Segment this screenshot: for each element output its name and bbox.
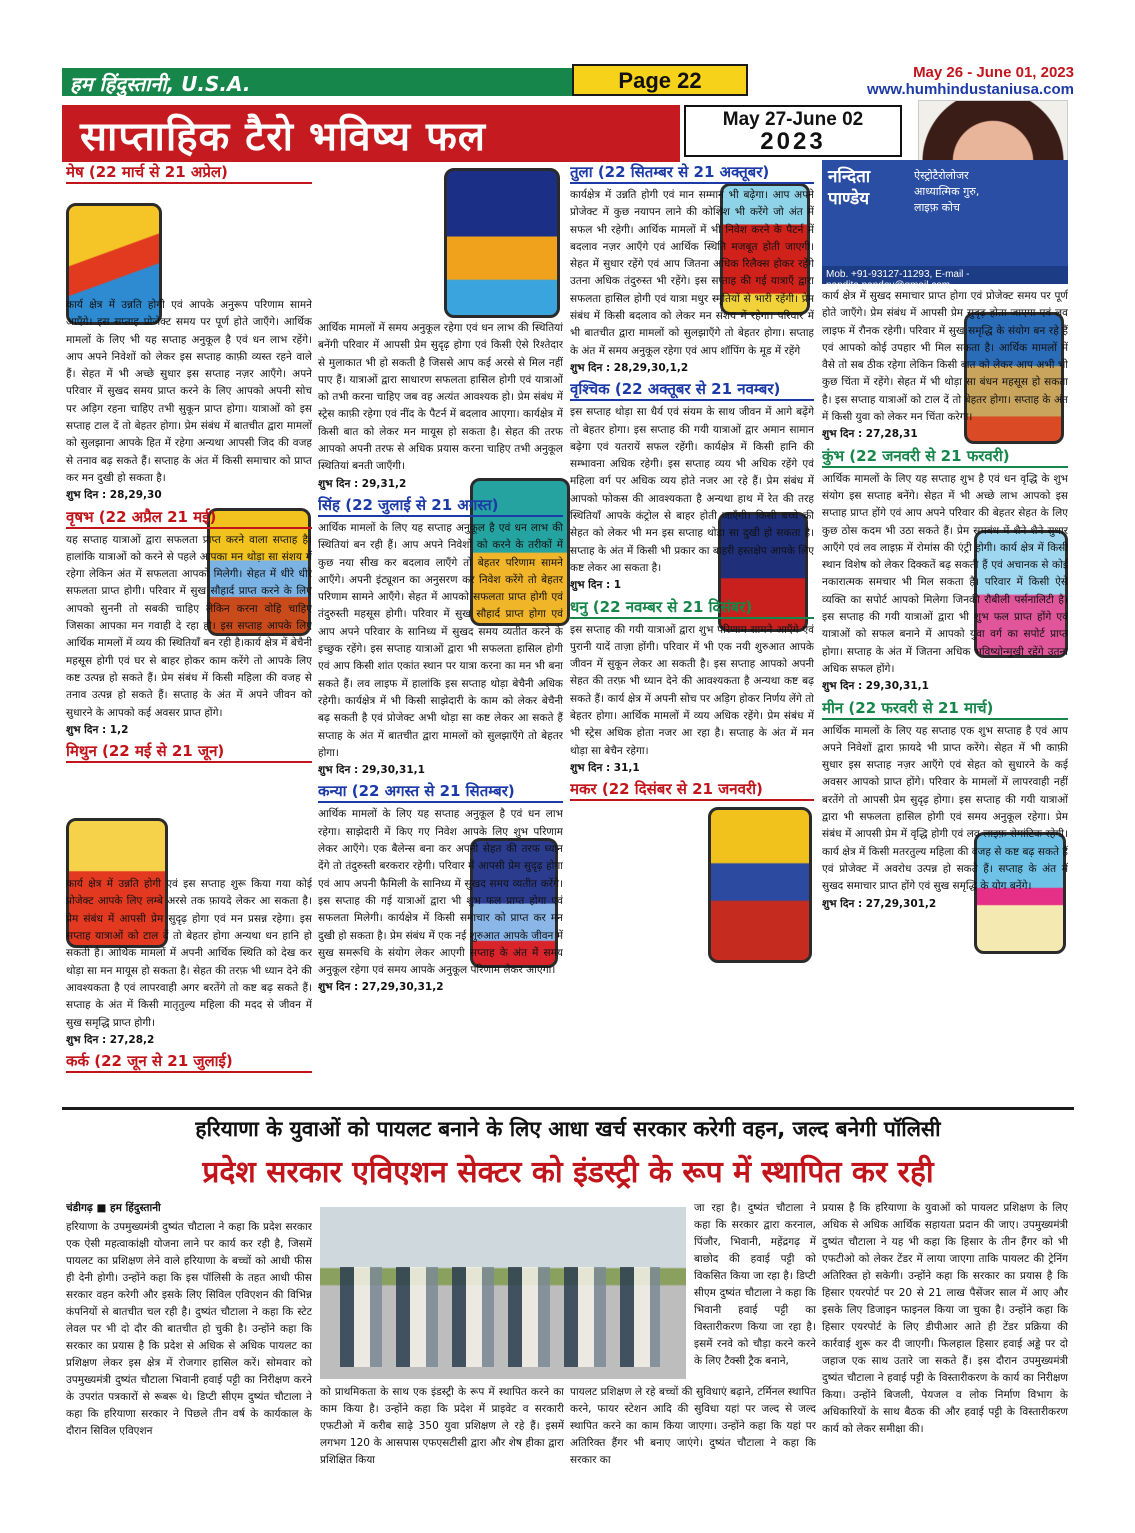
- shubh-din-kumbh: शुभ दिन : 29,30,31,1: [822, 680, 929, 693]
- shubh-din-vrishabh: शुभ दिन : 1,2: [66, 723, 129, 736]
- news-text-col4: प्रयास है कि हरियाणा के युवाओं को पायलट प्रशिक्षण के लिए अधिक से अधिक आर्थिक सहायता प्रदान की जाए। उपमुख्यमंत्री दुष्यंत चौटाला ने यह भी कहा कि हिसार के तीन हैंगर को भी एफटीओ को लेकर टेंडर में लाया जाएगा ताकि पायलट की ट्रेनिंग अतिरिक्त हो सकेगी। उन्होंने कहा कि सरकार का प्रयास है कि हिसार एयरपोर्ट पर 20 से 21 लाख पैसेंजर साल में आए और इसके लिए डिजाइन फाइनल किया जा चुका है। उन्होंने कहा कि हिसार एयरपोर्ट के लिए डीपीआर आते ही टेंडर प्रक्रिया की कार्रवाई शुरू कर दी जाएगी। फिलहाल हिसार हवाई अड्डे पर दो जहाज एक साथ उतारे जा सकते हैं। इस दौरान उपमुख्यमंत्री दुष्यंत चौटाला ने हवाई पट्टी के विस्तारीकरण के कार्य का निरीक्षण किया। उन्होंने बिजली, पेयजल व लोक निर्माण विभाग के अधिकारियों के साथ बैठक की और हवाई पट्टी के विस्तारीकरण कार्य को लेकर समीक्षा की।: [822, 1202, 1068, 1435]
- issue-dates: May 26 - June 01, 2023: [913, 64, 1074, 81]
- sign-text-kumbh: आर्थिक मामलों के लिए यह सप्ताह शुभ है एवं धन वृद्धि के शुभ संयोग इस सप्ताह बनेंगे। सेहत में भी अच्छे लाभ आपको इस सप्ताह प्राप्त होंगे एवं आप अपने परिवार की बेहतर सेहत के लिए कुछ ठोस कदम भी उठा सकते हैं। प्रेम समबंध में शैने शैने सुधार आएँगे एवं लव लाइफ़ में रोमांस की एंट्री होगी। कार्य क्षेत्र में किसी स्थान विशेष को लेकर दिक्कतें बढ़ सकती हैं एवं अचानक से कोई नकारात्मक समचार भी मिल सकता है। परिवार में किसी ऐसे व्यक्ति का सपोर्ट आपको मिलेगा जिनकी रौबीली पर्सनालिटी है। इस सप्ताह की गयी यात्राओं द्वारा भी शुभ फल प्राप्त होंगे एवं यात्राओं को सफल बनाने में आपको युवा वर्ग का सपोर्ट प्राप्त होगा। सप्ताह के अंत में जितना अधिक भविष्योन्मुखी रहेंगे उतना अधिक सफल होंगे।: [822, 472, 1068, 675]
- sign-title-kanya: कन्या (22 अगस्त से 21 सितम्बर): [318, 781, 563, 803]
- sign-title-dhanu: धनु (22 नवम्बर से 21 दिसंबर): [570, 597, 814, 619]
- sign-title-kumbh: कुंभ (22 जनवरी से 21 फरवरी): [822, 446, 1068, 468]
- sign-title-meen: मीन (22 फरवरी से 21 मार्च): [822, 698, 1068, 720]
- tarot-year: 2023: [760, 128, 826, 155]
- sign-title-tula: तुला (22 सितम्बर से 21 अक्तूबर): [570, 162, 814, 184]
- news-text-col1: हरियाणा के उपमुख्यमंत्री दुष्यंत चौटाला ने कहा कि प्रदेश सरकार एक ऐसी महत्वाकांक्षी योजना लाने पर कार्य कर रही है, जिसमें पायलट का प्रशिक्षण लेने वाले हरियाणा के बच्चों को आधी फीस ही देनी होगी। उन्होंने कहा कि इस पॉलिसी के तहत आधी फीस सरकार वहन करेगी और इसके लिए सिविल एविएशन की विभिन्न कंपनियों से बातचीत चल रही है। दुष्यंत चौटाला ने कहा कि स्टेट लेवल पर भी दो दौर की बातचीत हो चुकी है। उन्होंने कहा कि सरकार का प्रयास है कि प्रदेश से अधिक से अधिक पायलट का प्रशिक्षण लेकर इस क्षेत्र में रोजगार हासिल करें। सोमवार को उपमुख्यमंत्री दुष्यंत चौटाला भिवानी हवाई पट्टी का निरीक्षण करने के उपरांत पत्रकारों से रूबरू थे। डिप्टी सीएम दुष्यंत चौटाला ने कहा कि हरियाणा सरकार ने पिछले तीन वर्ष के कार्यकाल के दौरान सिविल एविएशन: [66, 1221, 312, 1437]
- author-name-line1: नन्दिता: [828, 167, 871, 187]
- author-role-line3: लाइफ़ कोच: [914, 201, 960, 214]
- shubh-din-mesh: शुभ दिन : 28,29,30: [66, 489, 162, 502]
- author-name: [828, 166, 870, 210]
- sign-text-makar: कार्य क्षेत्र में सुखद समाचार प्राप्त होगा एवं प्रोजेक्ट समय पर पूर्ण होते जाएँगे। प्रेम संबंध में आपसी प्रेम सुदृढ़ होता जाएगा एवं लव लाइफ में रौनक रहेगी। परिवार में सुख समृद्धि के संयोग बन रहे हैं एवं आपको कोई उपहार भी मिल सकता है। आर्थिक मामलों में वैसे तो सब ठीक रहेगा लेकिन किसी बात को लेकर आप अभी भी कुछ चिंता में रहेंगे। सेहत में भी थोड़ा सा बंधन महसूस हो सकता है। इस सप्ताह यात्राओं को टाल दें तो बेहतर होगा। सप्ताह के अंत में किसी युवा को लेकर मन चिंता करेगा।: [822, 290, 1068, 424]
- sign-title-mithun: मिथुन (22 मई से 21 जून): [66, 741, 312, 763]
- news-photo: [320, 1207, 686, 1379]
- paper-name: हम हिंदुस्तानी, U.S.A.: [62, 68, 572, 96]
- sign-title-makar: मकर (22 दिसंबर से 21 जनवरी): [570, 779, 814, 801]
- website-link[interactable]: www.humhindustaniusa.com: [867, 81, 1074, 98]
- news-text-col2: को प्राथमिकता के साथ एक इंडस्ट्री के रूप में स्थापित करने का काम किया है। उन्होंने कहा कि प्रदेश में प्राइवेट व सरकारी एफटीओ में करीब साढ़े 350 युवा प्रशिक्षण ले रहे हैं। इसमें लगभग 120 के आसपास एफएसटीसी द्वारा और शेष हीका द्वारा प्रशिक्षित किया: [320, 1386, 564, 1466]
- shubh-din-dhanu: शुभ दिन : 31,1: [570, 761, 640, 774]
- news-column-1: [66, 1200, 312, 1490]
- sign-text-singh: आर्थिक मामलों के लिए यह सप्ताह अनुकूल है एवं धन लाभ की स्थितियां बन रही हैं। आप अपने निवेशों को करने के तरीकों में कुछ नया सीख कर बदलाव लाएँगे तो बेहतर परिणाम सामने आएँगे। अपनी इंट्यूशन का अनुसरण कर निवेश करेंगे तो बेहतर परिणाम सामने आएँगे। सेहत में आपको सफलता प्राप्त होगी एवं तंदुरुस्ती महसूस होगी। परिवार में सुख सौहार्द प्राप्त होगा एवं आप अपने परिवार के सानिध्य में सुखद समय व्यतीत करने के इच्छुक रहेंगे। इस सप्ताह यात्राओं द्वारा भी सफलता हासिल होगी एवं आप किसी शांत एकांत स्थान पर यात्रा करना का मन भी बना सकते हैं। लव लाइफ में हालांकि इस सप्ताह थोड़ा बेचैनी अधिक रहेगी। कार्यक्षेत्र में भी किसी साझेदारी के काम को लेकर बेचैनी बढ़ सकती है एवं प्रोजेक्ट अभी थोड़ा सा कष्ट लेकर आ सकते हैं सप्ताह के अंत में बातचीत द्वारा मामलों को सुलझाएँगे तो बेहतर होगा।: [318, 521, 563, 759]
- news-headline: हरियाणा के युवाओं को पायलट बनाने के लिए आधा खर्च सरकार करेगी वहन, जल्द बनेगी पॉलिसी: [195, 1117, 941, 1141]
- news-subheadline: प्रदेश सरकार एविएशन सेक्टर को इंडस्ट्री के रूप में स्थापित कर रही: [202, 1155, 934, 1190]
- issue-info: [867, 64, 1074, 98]
- news-photo-people: [340, 1267, 660, 1367]
- news-column-3b: [570, 1384, 816, 1484]
- shubh-din-tula: शुभ दिन : 28,29,30,1,2: [570, 361, 689, 374]
- tarot-title: साप्ताहिक टैरो भविष्य फल: [62, 105, 680, 162]
- sign-title-mesh: मेष (22 मार्च से 21 अप्रेल): [66, 162, 312, 184]
- author-contact: Mob. +91-93127-11293, E-mail - nandita.pandey@gmail.com: [822, 266, 1068, 284]
- sign-title-kark: कर्क (22 जून से 21 जुलाई): [66, 1051, 312, 1073]
- shubh-din-mithun: शुभ दिन : 27,28,2: [66, 1033, 155, 1046]
- sign-text-kanya: आर्थिक मामलों के लिए यह सप्ताह अनुकूल है एवं धन लाभ रहेगा। साझेदारी में किए गए निवेश आपके लिए शुभ परिणाम लेकर आएँगे। एक बैलेन्स बना कर अपनी सेहत की तरफ ध्यान देंगे तो तंदुरुस्ती बरकरार रहेगी। परिवार में आपसी प्रेम सुदृढ़ होगा एवं आप अपनी फैमिली के सानिध्य में सुखद समय व्यतीत करेंगे। इस सप्ताह की गई यात्राओं द्वारा भी शुभ फल प्राप्त होगा एवं सफलता मिलेगी। कार्यक्षेत्र में किसी समाचार को प्राप्त कर मन दुखी हो सकता है। प्रेम संबंध में एक नई शुरुआत आपके जीवन में सुख समरूधि के संयोग लेकर आएगी सप्ताह के अंत में समय अनुकूल रहेगा एवं समय आपके अनुकूल परिणाम लेकर आएगा।: [318, 808, 563, 977]
- news-text-col3b: पायलट प्रशिक्षण ले रहे बच्चों की सुविधाएं बढ़ाने, टर्मिनल स्थापित करने, फायर स्टेशन आदि की सुविधा यहां पर जल्द से जल्द स्थापित करने का काम किया जाएगा। उन्होंने कहा कि यहां पर अतिरिक्त हैंगर भी बनाए जाएंगे। दुष्यंत चौटाला ने कहा कि सरकार का: [570, 1386, 816, 1466]
- sign-text-meen: आर्थिक मामलों के लिए यह सप्ताह एक शुभ सप्ताह है एवं आप अपने निवेशों द्वारा फ़ायदे भी प्राप्त करेंगे। सेहत में भी काफ़ी सुधार इस सप्ताह नज़र आएँगे एवं सेहत को सुधारने के कई अवसर आपको प्राप्त होंगे। परिवार के मामलों में लापरवाही नहीं बरतेंगे तो आपसी प्रेम सुदृढ़ होगा। इस सप्ताह की गयी यात्राओं द्वारा भी सफलता हासिल होगी एवं समय अनुकूल रहेगा। प्रेम संबंध में आपसी प्रेम में वृद्धि होगी एवं लव लाइफ़ रोमांटिक रहेगी। कार्य क्षेत्र में किसी मतरतुल्य महिला की वजह से कष्ट बढ़ सकते हैं एवं प्रोजेक्ट में अवरोध उत्पन्न हो सकते हैं। सप्ताह के अंत में सुखद समाचार प्राप्त होंगे एवं सुख समृद्धि के योग बनेंगे।: [822, 724, 1068, 893]
- sign-text-mithun: कार्य क्षेत्र में उन्नति होगी एवं इस सप्ताह शुरू किया गया कोई प्रोजेक्ट आपके लिए लम्बे अरसे तक फ़ायदे लेकर आ सकता है। प्रेम संबंध में आपसी प्रेम सुदृढ़ होगा एवं मन प्रसन्न रहेगा। इस सप्ताह यात्राओं को टाल दें तो बेहतर होगा अन्यथा धन हानि हो सकती है। आर्थिक मामलों में अपनी आर्थिक स्थिति को देख कर थोड़ा सा मन मायूस हो सकता है। सेहत की तरफ़ भी ध्यान देने की आवश्यकता है एवं लापरवाही अगर बरतेंगे तो कष्ट बढ़ सकते हैं। सप्ताह के अंत में किसी मातृतुल्य महिला की मदद से जीवन में सुख समृद्धि प्राप्त होगी।: [66, 878, 312, 1029]
- author-role: [914, 168, 979, 216]
- horoscope-column-2: [318, 160, 563, 1105]
- shubh-din-makar: शुभ दिन : 27,28,31: [822, 428, 918, 441]
- section-divider: [62, 1107, 1074, 1110]
- sign-text-mesh: कार्य क्षेत्र में उन्नति होगी एवं आपके अनुरूप परिणाम सामने आएँगे। इस सप्ताह प्रोजेक्ट समय पर पूर्ण होते जाएँगे। आर्थिक मामलों के लिए भी यह सप्ताह अनुकूल है एवं धन लाभ रहेंगे। आप अपने निवेशों को लेकर इस सप्ताह काफ़ी व्यस्त रहने वाले हैं। सेहत में भी अच्छे सुधार इस सप्ताह नज़र आएँगे। अपने परिवार में सुखद समय प्राप्त करने के लिए आपको अपनी सोच पर अड़िग रहना चाहिए तभी सुकून प्राप्त होगा। यात्राओं को इस सप्ताह टाल दें तो बेहतर होगा। प्रेम संबंध में बातचीत द्वारा मामलों को सुलझाना आपके हित में रहेगा अन्यथा आपसी जिद की वजह से तनाव बढ़ सकते हैं। सप्ताह के अंत में किसी समाचार को प्राप्त कर मन दुखी हो सकता है।: [66, 299, 312, 484]
- sign-title-vrishchik: वृश्चिक (22 अक्तूबर से 21 नवम्बर): [570, 379, 814, 401]
- sign-text-dhanu: इस सप्ताह की गयी यात्राओं द्वारा शुभ परिणाम सामने आएँगे एवं पुरानी यादें ताज़ा होंगी। परिवार में भी एक नयी शुरुआत आपके जीवन में सुकून लेकर आ सकती है। इस सप्ताह आपको अपनी सेहत की तरफ़ भी ध्यान देने की आवश्यकता है अन्यथा कष्ट बढ़ सकते हैं। कार्य क्षेत्र में अपनी सोच पर अड़िग होकर निर्णय लेंगे तो बेहतर होगा। आर्थिक मामलों में व्यय अधिक रहेंगे। प्रेम संबंध में भी स्ट्रेस अधिक होता नजर आ रहा है। सप्ताह के अंत में मन थोड़ा सा बेचैन रहेगा।: [570, 623, 814, 757]
- horoscope-column-1: [66, 160, 312, 1105]
- tarot-week-box: [684, 105, 902, 157]
- news-column-4: [822, 1200, 1068, 1490]
- sign-text-kark: आर्थिक मामलों में समय अनुकूल रहेगा एवं धन लाभ की स्थितियां बनेंगी परिवार में आपसी प्रेम सुदृढ़ होगा एवं किसी ऐसे रिश्तेदार से मुलाकात भी हो सकती है जिससे आप कई अरसे से मिल नहीं पाए हैं। यात्राओं द्वारा साधारण सफलता हासिल होगी एवं यात्राओं को तभी करना चाहिए जब वह अत्यंत आवश्यक हो। प्रेम संबंध में स्ट्रेस काफ़ी रहेगा एवं नींद के पैटर्न में बदलाव आएगा। कार्यक्षेत्र में किसी बात को लेकर मन मायूस हो सकता है। सेहत की तरफ आपको अपनी तरफ से अधिक प्रयास करना चाहिए तभी अनुकूल स्थितियां बनती जाएँगी।: [318, 322, 563, 473]
- horoscope-column-4: [822, 288, 1068, 1105]
- masthead: [62, 64, 1074, 100]
- shubh-din-vrishchik: शुभ दिन : 1: [570, 579, 622, 592]
- sign-title-singh: सिंह (22 जुलाई से 21 अगस्त): [318, 495, 563, 517]
- author-name-line2: पाण्डेय: [828, 189, 870, 209]
- news-byline: चंडीगढ़ ■ हम हिंदुस्तानी: [66, 1202, 161, 1214]
- page-number: Page 22: [572, 64, 748, 96]
- sign-text-vrishabh: यह सप्ताह यात्राओं द्वारा सफलता प्राप्त करने वाला सप्ताह है। हालांकि यात्राओं को करने से पहले आपका मन थोड़ा सा संशय में रहेगा लेकिन अंत में सफलता आपको मिलेगी। सेहत में धीरे धीरे सफलता प्राप्त होगी। परिवार में सुख सौहार्द प्राप्त करने के लिए आपको सुननी तो सबकी चाहिए लेकिन करना वोहि चाहिए जिसका आपका मन गवाही दे रहा हो। इस सप्ताह आपके लिए आर्थिक मामलों में व्यय की स्थितियाँ बन रही है।कार्य क्षेत्र में बेचैनी महसूस होगी एवं घर से बाहर होकर काम करेंगे तो आपके लिए कष्ट उत्पन्न हो सकते हैं। प्रेम संबंध में किसी महिला की वजह से तनाव उत्पन्न हो सकते हैं। सप्ताह के अंत में अपने जीवन को सुधारने के आपको कई अवसर प्राप्त होंगे।: [66, 533, 312, 719]
- news-text-col3a: जा रहा है। दुष्यंत चौटाला ने कहा कि सरकार द्वारा करनाल, पिंजौर, भिवानी, महेंद्रगढ़ में बाछोद की हवाई पट्टी को विकसित किया जा रहा है। डिप्टी सीएम दुष्यंत चौटाला ने कहा कि भिवानी हवाई पट्टी का विस्तारीकरण किया जा रहा है। इसमें रनवे को चौड़ा करने करने के लिए टैक्सी ट्रैक बनाने,: [694, 1202, 816, 1367]
- sign-text-vrishchik: इस सप्ताह थोड़ा सा धैर्य एवं संयम के साथ जीवन में आगे बढ़ेंगे तो बेहतर होगा। इस सप्ताह की गयी यात्राओं द्वार अमान सामान बढ़ेगा एवं यतरायें सफल रहेंगी। कार्यक्षेत्र में किसी हानि की सम्भावना अधिक रहेगी। इस सप्ताह व्यय भी अधिक रहेंगे एवं महिला वर्ग पर अधिक व्यय होते नजर आ रहे हैं। प्रेम संबंध में आपको फोकस की आवश्यकता है अन्यथा हाथ में रेत की तरह स्थितियाँ आपके कंट्रोल से बाहर होती जाएँगी। किसी बच्चे की सेहत को लेकर भी मन इस सप्ताह थोड़ा सा दुखी हो सकता है। सप्ताह के अंत में किसी भी प्रकार का बाहरी हस्तक्षेप आपके लिए कष्ट लेकर आ सकता है।: [570, 406, 814, 574]
- author-role-line1: ऐस्ट्रोटैरोलोजर: [914, 169, 969, 182]
- shubh-din-meen: शुभ दिन : 27,29,301,2: [822, 897, 937, 910]
- author-box: [822, 160, 1068, 291]
- shubh-din-kanya: शुभ दिन : 27,29,30,31,2: [318, 981, 444, 994]
- shubh-din-kark: शुभ दिन : 29,31,2: [318, 477, 407, 490]
- news-column-2: [320, 1384, 564, 1484]
- horoscope-column-3: [570, 160, 814, 1105]
- shubh-din-singh: शुभ दिन : 29,30,31,1: [318, 764, 425, 777]
- sign-title-vrishabh: वृषभ (22 अप्रैल 21 मई): [66, 507, 312, 529]
- tarot-week: May 27-June 02: [722, 109, 864, 130]
- news-column-3a: [694, 1200, 816, 1382]
- author-role-line2: आध्यात्मिक गुरु,: [914, 185, 980, 198]
- sign-text-tula: कार्यक्षेत्र में उन्नति होगी एवं मान सम्मान भी बढ़ेगा। आप अपने प्रोजेक्ट में कुछ नयापन लाने की कोशिश भी करेंगे जो अंत में सफल भी रहेगी। आर्थिक मामलों में भी निवेश करने के पैटर्न में बदलाव नज़र आएँगे एवं आर्थिक स्थिति मजबूत होती जाएगी। सेहत में सुधार रहेंगे एवं आप जितना अधिक रिलैक्स होकर रहेंगे उतना अधिक तंदुरुस्त भी रहेंगे। इस सप्ताह की गई यात्राएँ द्वारा सफलता हासिल होगी एवं यात्रा मधुर स्मृतियों से भारी रहेंगी। प्रेम संबंध में किसी बदलाव को लेकर मन संशय में रहेगा। परिवार में भी बातचीत द्वारा मामलों को सुलझाएँगे तो बेहतर होगा। सप्ताह के अंत में समय अनुकूल रहेगा एवं आप शॉपिंग के मूड में रहेंगे: [570, 189, 814, 357]
